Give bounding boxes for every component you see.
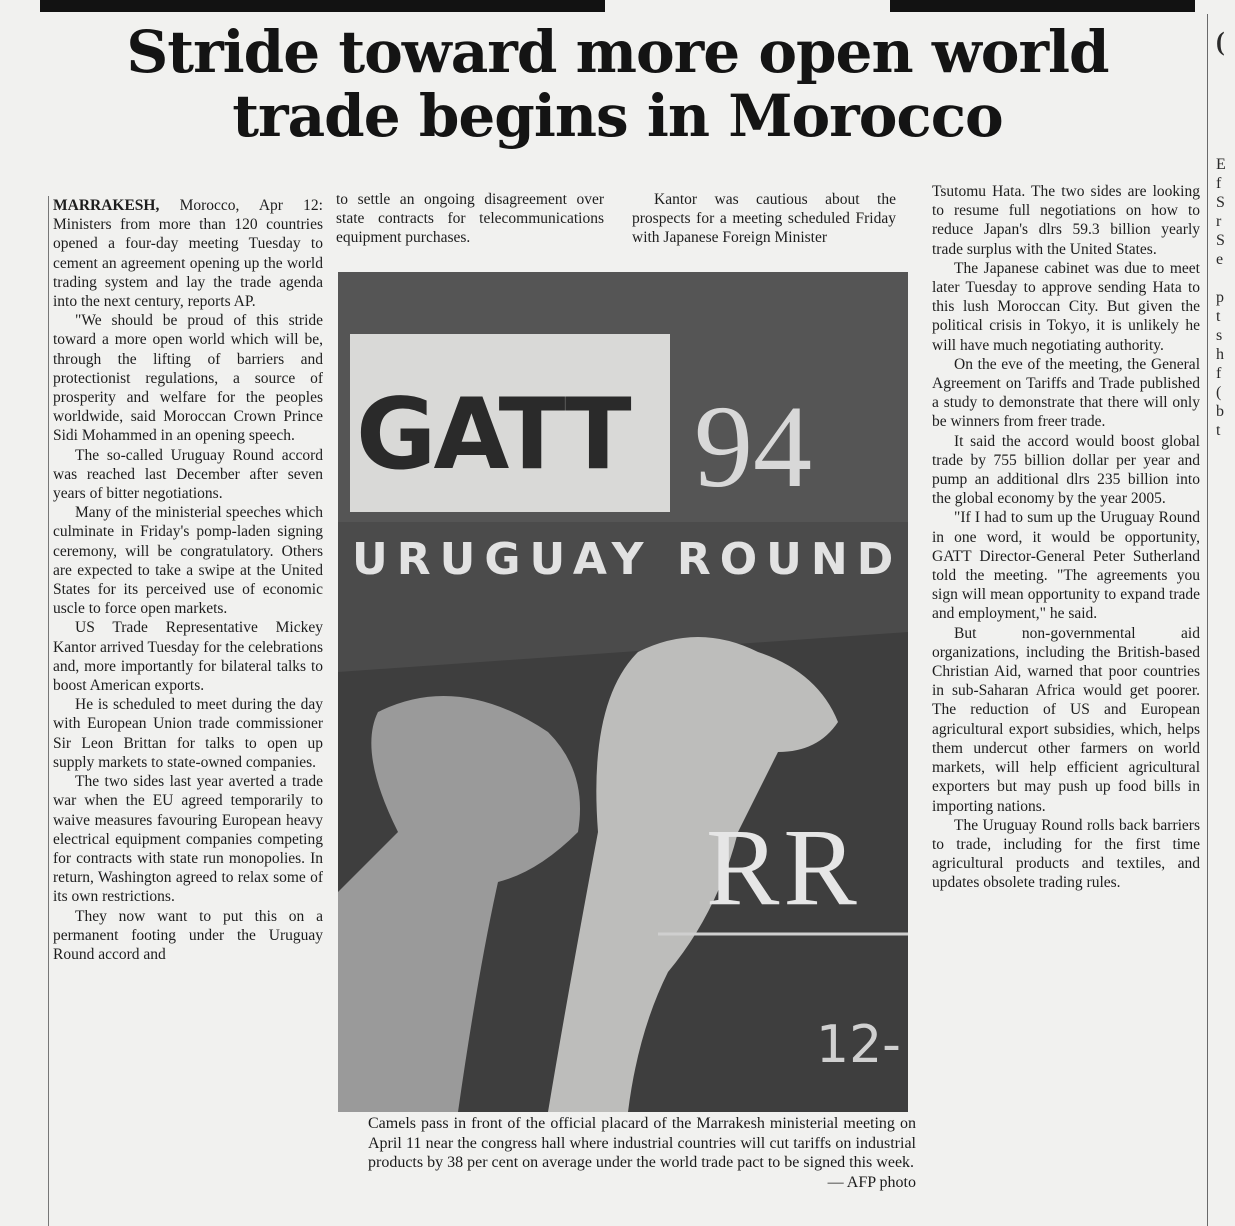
side-fragment: S [1216,194,1225,211]
side-fragment: b [1216,403,1224,420]
headline-line-1: Stride toward more open world [126,18,1109,86]
side-fragment: t [1216,308,1221,325]
paragraph: Tsutomu Hata. The two sides are looking to resume full negotiations on how to reduce Japan's dlrs 59.3 billion yearly trade surplus with the United States. [932,183,1200,258]
article-column-2 [336,190,604,268]
side-fragment: h [1216,346,1224,363]
paragraph: He is scheduled to meet during the day with European Union trade commissioner Sir Leon Brittan for talks to open up supply markets to state-owned companies. [53,696,323,771]
placard-gatt-text: GATT [356,378,629,492]
headline-line-2: trade begins in Morocco [232,82,1003,150]
paragraph: It said the accord would boost global trade by 755 billion dollar per year and pump an additional dlrs 235 billion into the global economy by the year 2005. [932,432,1200,508]
paragraph: They now want to put this on a permanent footing under the Uruguay Round accord and [53,907,323,963]
placard-round-text: URUGUAY ROUND [352,534,903,585]
placard-year-text: 94 [694,381,812,512]
side-fragment: ( [1216,384,1222,401]
news-photo [338,272,908,1112]
headline [30,20,1205,148]
article-column-1 [48,196,323,1226]
photo-illustration [338,272,908,1112]
paragraph: The Japanese cabinet was due to meet later Tuesday to approve sending Hata to this lush Moroccan City. But given the political crisis in Tokyo, it is unlikely he will have much negotiating authority. [932,259,1200,354]
lead-paragraph [53,196,323,311]
paragraph: The two sides last year averted a trade war when the EU agreed temporarily to waive measures favouring European heavy electrical equipment companies competing for contracts with state run monopolies. In return, Washington agreed to relax some of its own restrictions. [53,773,323,906]
side-fragment: ( [1216,27,1225,56]
side-fragment: S [1216,232,1225,249]
paragraph-text: Morocco, Apr 12: Ministers from more than 120 countries opened a four-day meeting Tuesday to cement an agreement opening up the world trading system and lay the trade agenda into the next century, reports AP. [53,197,323,311]
photo-credit: — AFP photo [827,1173,916,1191]
adjacent-column-fragment [1207,14,1235,1226]
top-rule-right [890,0,1195,12]
side-fragment: r [1216,213,1222,230]
paragraph: But non-governmental aid organizations, including the British-based Christian Aid, warned that poor countries in sub-Saharan Africa would get poorer. The reduction of US and European agricultural export subsidies, which, helps them undercut other farmers on world markets, will help efficient agricultural exporters but may push up food bills in importing nations. [932,624,1200,815]
paragraph: "If I had to sum up the Uruguay Round in one word, it would be opportunity, GATT Director-General Peter Sutherland told the meeting. "The agreements you sign will mean opportunity to expand trade and employment," he said. [932,509,1200,623]
side-fragment: t [1216,422,1221,439]
caption-text: Camels pass in front of the official placard of the Marrakesh ministerial meeting on April 11 near the congress hall where industrial countries will cut tariffs on industrial products by 38 per cent on average under the world trade pact to be signed this week. [368,1115,916,1171]
side-fragment: e [1216,251,1224,268]
paragraph: US Trade Representative Mickey Kantor arrived Tuesday for the celebrations and, more importantly for bilateral talks to boost American exports. [53,619,323,695]
paragraph: Many of the ministerial speeches which culminate in Friday's pomp-laden signing ceremony, will be congratulatory. Others are expected to take a swipe at the United States for its perceived use of economic uscle to force open markets. [53,504,323,618]
paragraph: The so-called Uruguay Round accord was reached last December after seven years of bitter negotiations. [53,446,323,503]
paragraph: Kantor was cautious about the prospects for a meeting scheduled Friday with Japanese Foreign Minister [632,191,896,247]
top-rule-left [40,0,605,12]
paragraph: On the eve of the meeting, the General Agreement on Tariffs and Trade published a study to demonstrate that there will only be winners from freer trade. [932,355,1200,431]
placard-number-text: 12- [816,1015,901,1075]
placard-letters-text: RR [706,806,861,928]
side-fragment: s [1216,327,1223,344]
side-fragment: E [1216,156,1226,173]
paragraph: "We should be proud of this stride toward a more open world which will be, through the lifting of barriers and protectionist regulations, a source of prosperity and welfare for the peoples worldwide, said Moroccan Crown Prince Sidi Mohammed in an opening speech. [53,312,323,445]
side-fragment: f [1216,365,1222,382]
side-fragment: p [1216,289,1224,306]
dateline: MARRAKESH, [53,197,160,214]
article-column-4 [932,182,1200,1212]
photo-caption [368,1114,916,1192]
side-fragment: f [1216,175,1222,192]
paragraph: The Uruguay Round rolls back barriers to trade, including for the first time agricultural products and textiles, and updates obsolete trading rules. [932,816,1200,892]
article-column-3 [632,190,896,268]
paragraph: to settle an ongoing disagreement over state contracts for telecommunications equipment purchases. [336,191,604,247]
